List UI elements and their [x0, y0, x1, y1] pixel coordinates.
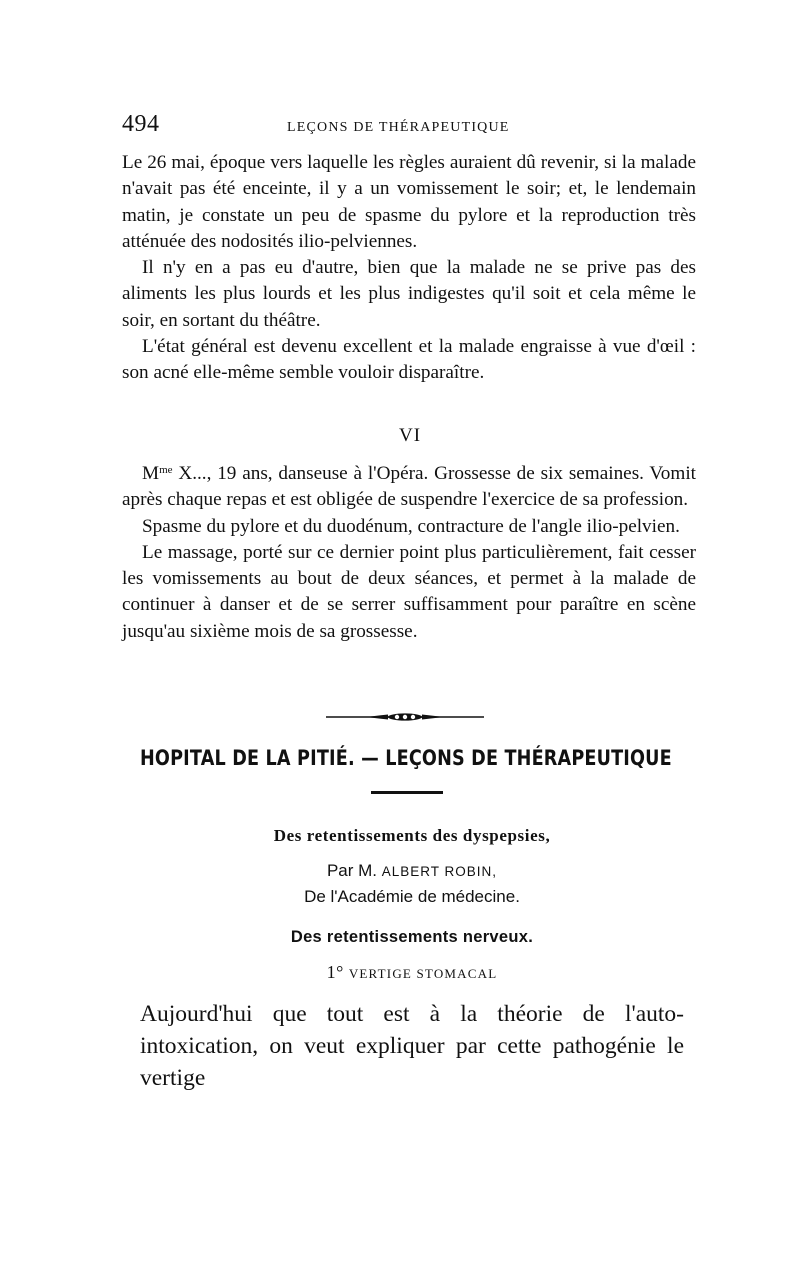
paragraph: Aujourd'hui que tout est à la théorie de l'auto-intoxication, on veut expliquer par cette pathogénie le vertige [140, 1001, 684, 1091]
paragraph: Il n'y en a pas eu d'autre, bien que la malade ne se prive pas des aliments les plus lourds et les plus indigestes qu'il soit et cela même le soir, en sortant du théâtre. [122, 257, 696, 331]
paragraph: Spasme du pylore et du duodénum, contracture de l'angle ilio-pelvien. [142, 515, 680, 537]
case-vi [122, 457, 696, 645]
ornament-divider [326, 711, 484, 723]
subsubsection-title: VERTIGE STOMACAL [348, 966, 498, 981]
case-number: VI [398, 425, 422, 446]
author-affiliation: De l'Académie de médecine. [304, 887, 520, 906]
running-head: LEÇONS DE THÉRAPEUTIQUE [287, 120, 510, 135]
page-header [122, 111, 692, 141]
case-continuation [122, 150, 696, 387]
paragraph [122, 457, 696, 514]
subsection-heading: Des retentissements nerveux. [290, 928, 534, 946]
subsubsection-heading [0, 962, 800, 983]
paragraph: Le 26 mai, époque vers laquelle les règles auraient dû revenir, si la malade n'avait pas été enceinte, il y a un vomissement le soir; et, le lendemain matin, je constate un peu de spasme du pylore et la reproduction très atténuée des nodosités ilio-pelviennes. [122, 152, 696, 252]
title-prefix: M [142, 463, 160, 484]
author-name: ALBERT ROBIN, [381, 864, 498, 879]
author-line [0, 861, 800, 881]
page-number: 494 [122, 111, 160, 137]
paragraph: L'état général est devenu excellent et la malade engraisse à vue d'œil : son acné elle-même semble vouloir disparaître. [122, 336, 696, 384]
author-prefix: Par M. [326, 861, 382, 880]
title-sup: me [159, 464, 173, 476]
hospital-title: HOPITAL DE LA PITIÉ. — LEÇONS DE THÉRAPEUTIQUE [140, 746, 672, 771]
paragraph-text: X..., 19 ans, danseuse à l'Opéra. Grossesse de six semaines. Vomit après chaque repas et est obligée de suspendre l'exercice de sa profession. [122, 463, 696, 511]
title-rule [371, 791, 443, 794]
subsubsection-number: 1° [326, 962, 349, 982]
paragraph: Le massage, porté sur ce dernier point plus particulièrement, fait cesser les vomissements au bout de deux séances, et permet à la malade de continuer à danser et de se serrer suffisamment pour paraître en scène jusqu'au sixième mois de sa grossesse. [122, 541, 696, 642]
article-title: Des retentissements des dyspepsies, [273, 826, 551, 845]
lead-paragraph [140, 998, 684, 1094]
